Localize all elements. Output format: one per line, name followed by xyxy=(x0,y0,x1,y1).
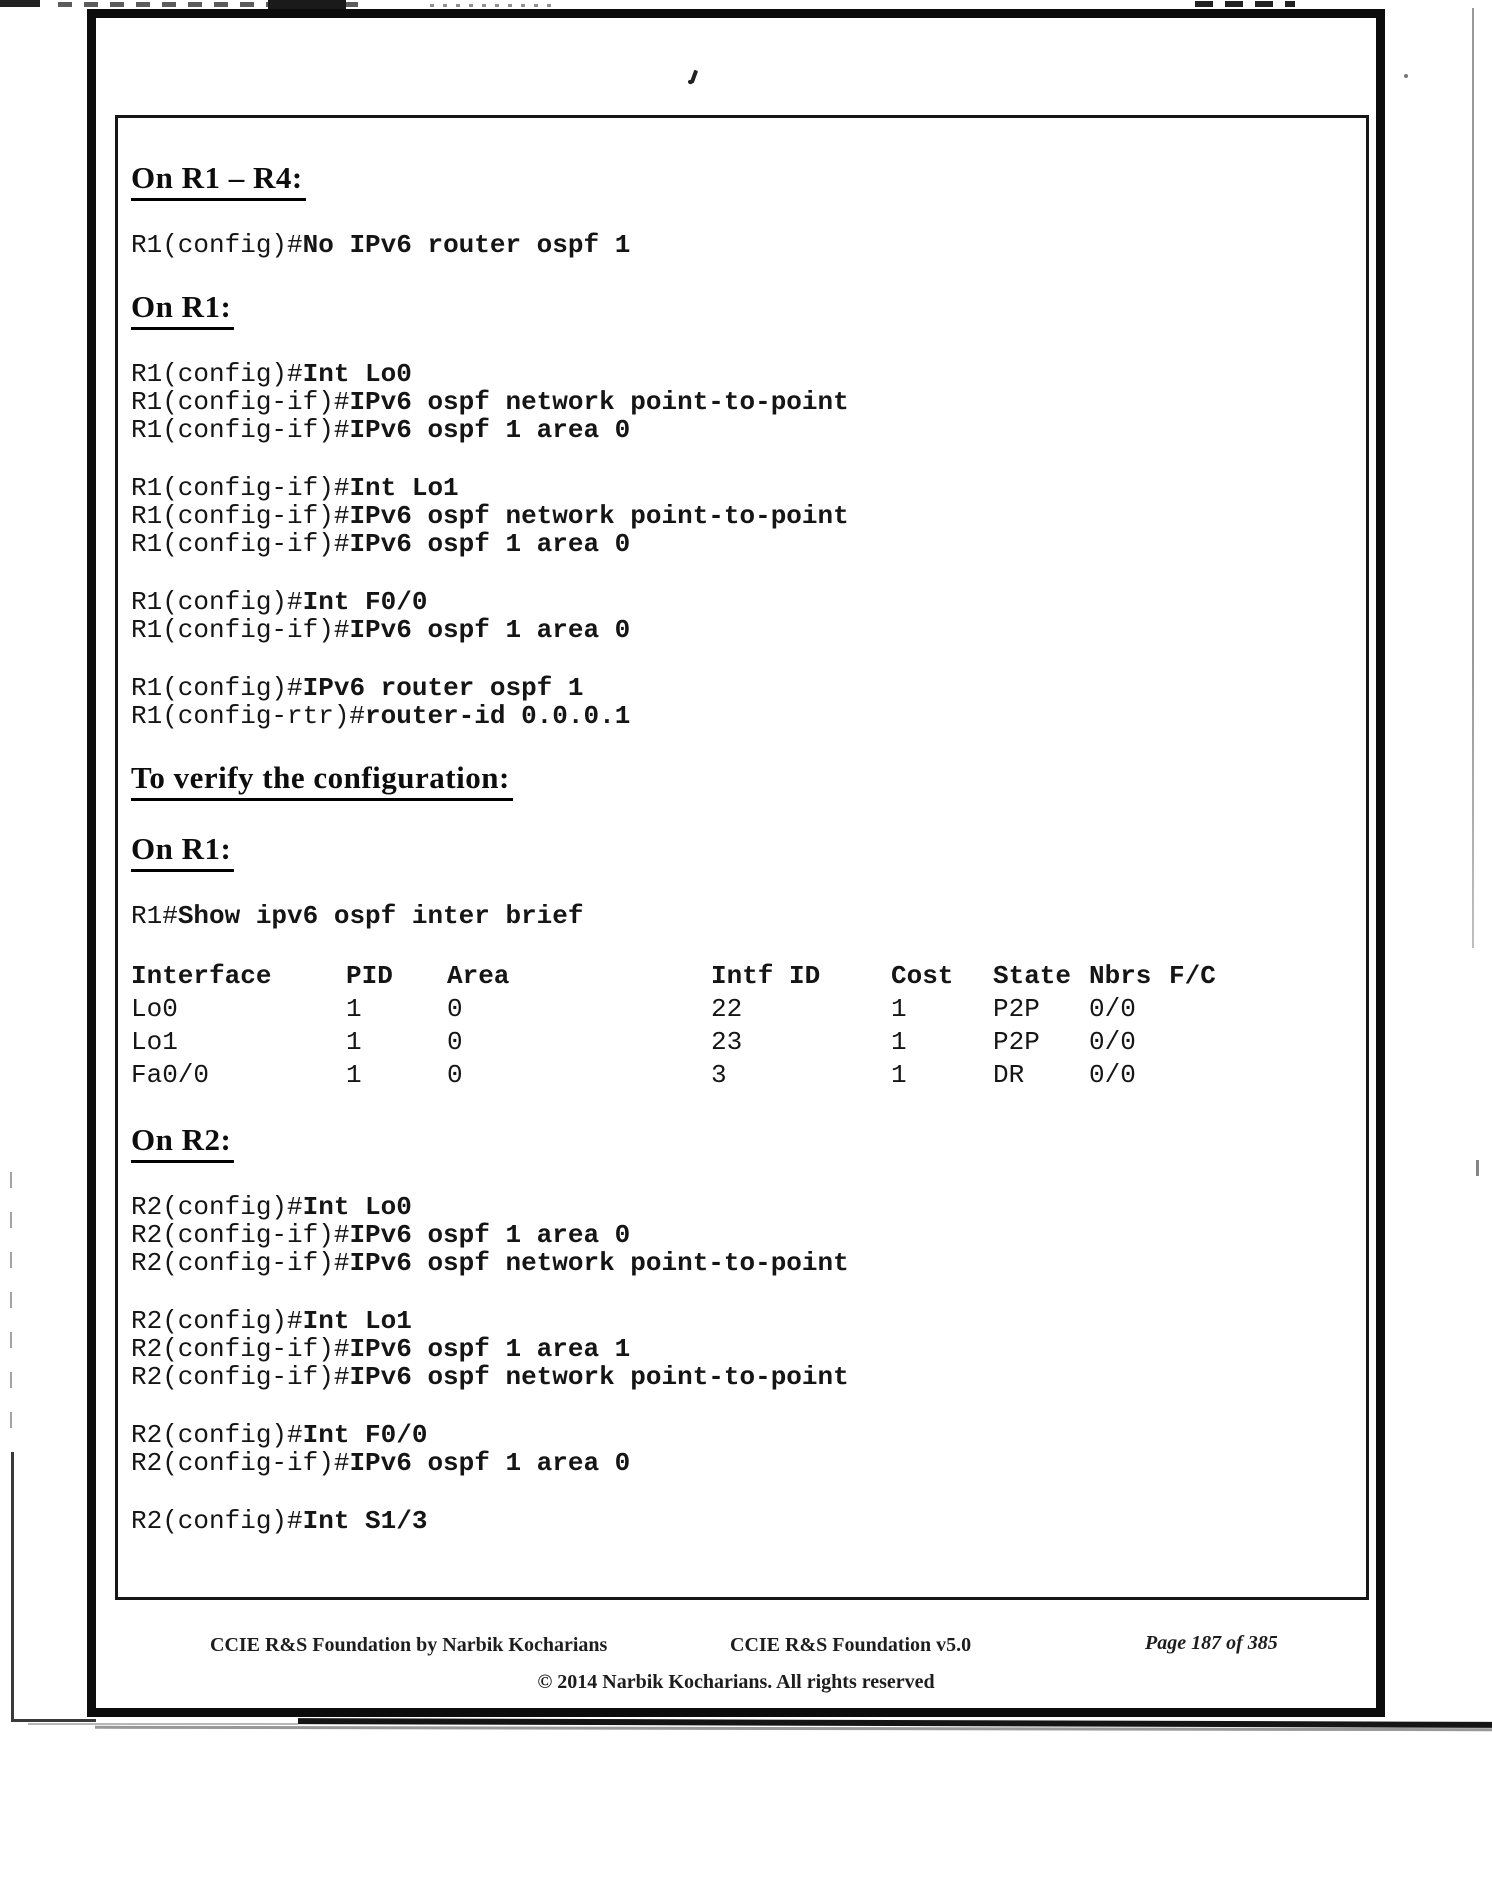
footer-copyright: © 2014 Narbik Kocharians. All rights reserved xyxy=(537,1671,935,1693)
cli-line xyxy=(131,616,1348,644)
heading-text: On R1 – R4: xyxy=(131,160,306,201)
cli-prompt: R2(config)# xyxy=(131,1192,303,1222)
document-body xyxy=(131,160,1348,1535)
cli-code-block xyxy=(131,902,1348,930)
scan-artifact-top-dots xyxy=(430,4,560,7)
table-row xyxy=(131,1026,1348,1059)
table-header-cell: Area xyxy=(447,961,510,991)
cli-code-block xyxy=(131,1193,1348,1277)
table-cell: Fa0/0 xyxy=(131,1060,210,1090)
cli-command: IPv6 ospf 1 area 0 xyxy=(349,1448,631,1478)
cli-line xyxy=(131,702,1348,730)
cli-prompt: R2(config)# xyxy=(131,1306,303,1336)
cli-command: IPv6 ospf network point-to-point xyxy=(349,1362,849,1392)
table-cell: 23 xyxy=(711,1027,743,1057)
section-heading xyxy=(131,289,1348,330)
cli-line xyxy=(131,1307,1348,1335)
table-cell: 3 xyxy=(711,1060,727,1090)
cli-command: No IPv6 router ospf 1 xyxy=(302,230,631,260)
scan-artifact-top-dashes-right xyxy=(1195,1,1295,7)
cli-prompt: R1(config-rtr)# xyxy=(131,701,366,731)
cli-line xyxy=(131,231,1348,259)
cli-command: router-id 0.0.0.1 xyxy=(365,701,631,731)
cli-prompt: R2(config-if)# xyxy=(131,1220,350,1250)
scan-artifact-left-foot xyxy=(11,1719,96,1722)
table-cell: 0 xyxy=(447,1027,463,1057)
table-header-cell: F/C xyxy=(1169,961,1216,991)
table-cell: 1 xyxy=(346,1027,362,1057)
cli-command: Int F0/0 xyxy=(302,587,428,617)
heading-text: On R1: xyxy=(131,289,234,330)
scan-artifact-top-smudge xyxy=(0,0,40,7)
table-cell: 0/0 xyxy=(1089,994,1136,1024)
section-heading xyxy=(131,760,1348,801)
scan-artifact-speck xyxy=(1404,74,1408,78)
cli-line xyxy=(131,416,1348,444)
table-cell: DR xyxy=(993,1060,1025,1090)
cli-command: IPv6 ospf 1 area 0 xyxy=(349,529,631,559)
table-row xyxy=(131,1059,1348,1092)
cli-prompt: R2(config)# xyxy=(131,1420,303,1450)
table-header-cell: Intf ID xyxy=(711,961,821,991)
cli-line xyxy=(131,360,1348,388)
cli-line xyxy=(131,1507,1348,1535)
cli-line xyxy=(131,1363,1348,1391)
cli-prompt: R1(config-if)# xyxy=(131,387,350,417)
cli-command: IPv6 ospf 1 area 0 xyxy=(349,415,631,445)
table-cell: Lo0 xyxy=(131,994,178,1024)
cli-code-block xyxy=(131,588,1348,644)
cli-command: IPv6 ospf 1 area 1 xyxy=(349,1334,631,1364)
cli-code-block xyxy=(131,231,1348,259)
section-heading xyxy=(131,831,1348,872)
table-cell xyxy=(1169,993,1348,1026)
scan-artifact-bottom-smudge-2 xyxy=(95,1726,1492,1731)
section-heading xyxy=(131,1122,1348,1163)
table-cell: 22 xyxy=(711,994,743,1024)
heading-text: On R1: xyxy=(131,831,234,872)
page-footer xyxy=(87,1634,1385,1718)
cli-prompt: R1# xyxy=(131,901,178,931)
cli-code-block xyxy=(131,1507,1348,1535)
cli-line xyxy=(131,388,1348,416)
cli-command: IPv6 ospf network point-to-point xyxy=(349,501,849,531)
cli-line xyxy=(131,1249,1348,1277)
cli-code-block xyxy=(131,674,1348,730)
cli-prompt: R2(config-if)# xyxy=(131,1248,350,1278)
scan-artifact-right-line xyxy=(1472,8,1474,948)
table-cell: 1 xyxy=(891,994,907,1024)
footer-page-number: Page 187 of 385 xyxy=(1145,1632,1278,1654)
cli-command: Show ipv6 ospf inter brief xyxy=(177,901,584,931)
table-cell: 0/0 xyxy=(1089,1027,1136,1057)
scan-artifact-left-line-dashed xyxy=(10,1172,12,1452)
cli-line xyxy=(131,530,1348,558)
cli-line xyxy=(131,902,1348,930)
cli-prompt: R1(config-if)# xyxy=(131,473,350,503)
table-cell: Lo1 xyxy=(131,1027,178,1057)
table-cell: 1 xyxy=(346,1060,362,1090)
cli-code-block xyxy=(131,474,1348,558)
cli-command: IPv6 ospf 1 area 0 xyxy=(349,615,631,645)
cli-prompt: R1(config-if)# xyxy=(131,501,350,531)
table-cell: 0 xyxy=(447,994,463,1024)
cli-code-block xyxy=(131,360,1348,444)
cli-prompt: R1(config-if)# xyxy=(131,415,350,445)
cli-command: IPv6 ospf 1 area 0 xyxy=(349,1220,631,1250)
table-header-cell: Interface xyxy=(131,961,272,991)
cli-line xyxy=(131,474,1348,502)
table-cell: 0/0 xyxy=(1089,1060,1136,1090)
cli-prompt: R1(config)# xyxy=(131,359,303,389)
scan-artifact-speck xyxy=(1476,1160,1479,1176)
cli-prompt: R2(config-if)# xyxy=(131,1448,350,1478)
section-heading xyxy=(131,160,1348,201)
table-header-cell: PID xyxy=(346,961,393,991)
scan-artifact-top-blob xyxy=(268,0,346,9)
table-cell xyxy=(1169,1026,1348,1059)
scan-artifact-bottom-smudge xyxy=(298,1718,1492,1728)
table-cell: 0 xyxy=(447,1060,463,1090)
cli-line xyxy=(131,1335,1348,1363)
scan-artifact-left-line xyxy=(11,1452,14,1720)
cli-prompt: R1(config-if)# xyxy=(131,615,350,645)
cli-command: IPv6 ospf network point-to-point xyxy=(349,387,849,417)
cli-command: Int S1/3 xyxy=(302,1506,428,1536)
cli-line xyxy=(131,1449,1348,1477)
cli-line xyxy=(131,674,1348,702)
table-header-row xyxy=(131,960,1348,993)
cli-command: Int F0/0 xyxy=(302,1420,428,1450)
cli-prompt: R1(config)# xyxy=(131,673,303,703)
table-header-cell: State xyxy=(993,961,1072,991)
content-box xyxy=(115,115,1369,1600)
cli-code-block xyxy=(131,1307,1348,1391)
table-cell: 1 xyxy=(346,994,362,1024)
cli-command: Int Lo0 xyxy=(302,1192,412,1222)
scan-artifact-bottom-smudge-3 xyxy=(28,1723,298,1725)
table-cell: 1 xyxy=(891,1027,907,1057)
table-cell: 1 xyxy=(891,1060,907,1090)
table-cell xyxy=(1169,1059,1348,1092)
cli-code-block xyxy=(131,1421,1348,1477)
footer-title: CCIE R&S Foundation v5.0 xyxy=(730,1634,972,1656)
table-cell: P2P xyxy=(993,994,1040,1024)
cli-line xyxy=(131,502,1348,530)
table-cell: P2P xyxy=(993,1027,1040,1057)
cli-command: Int Lo1 xyxy=(302,1306,412,1336)
heading-text: To verify the configuration: xyxy=(131,760,513,801)
table-header-cell: Cost xyxy=(891,961,954,991)
scan-artifact-top-dashes xyxy=(58,2,358,7)
ospf-interface-table xyxy=(131,960,1348,1092)
cli-prompt: R2(config)# xyxy=(131,1506,303,1536)
table-header-cell: Nbrs xyxy=(1089,961,1152,991)
cli-prompt: R2(config-if)# xyxy=(131,1362,350,1392)
cli-command: IPv6 router ospf 1 xyxy=(302,673,584,703)
cli-prompt: R2(config-if)# xyxy=(131,1334,350,1364)
cli-command: IPv6 ospf network point-to-point xyxy=(349,1248,849,1278)
heading-text: On R2: xyxy=(131,1122,234,1163)
cli-prompt: R1(config)# xyxy=(131,230,303,260)
cli-line xyxy=(131,1193,1348,1221)
footer-author: CCIE R&S Foundation by Narbik Kocharians xyxy=(210,1634,608,1656)
cli-prompt: R1(config)# xyxy=(131,587,303,617)
cli-prompt: R1(config-if)# xyxy=(131,529,350,559)
cli-command: Int Lo1 xyxy=(349,473,459,503)
cli-line xyxy=(131,1221,1348,1249)
cli-line xyxy=(131,1421,1348,1449)
cli-line xyxy=(131,588,1348,616)
table-row xyxy=(131,993,1348,1026)
cli-command: Int Lo0 xyxy=(302,359,412,389)
